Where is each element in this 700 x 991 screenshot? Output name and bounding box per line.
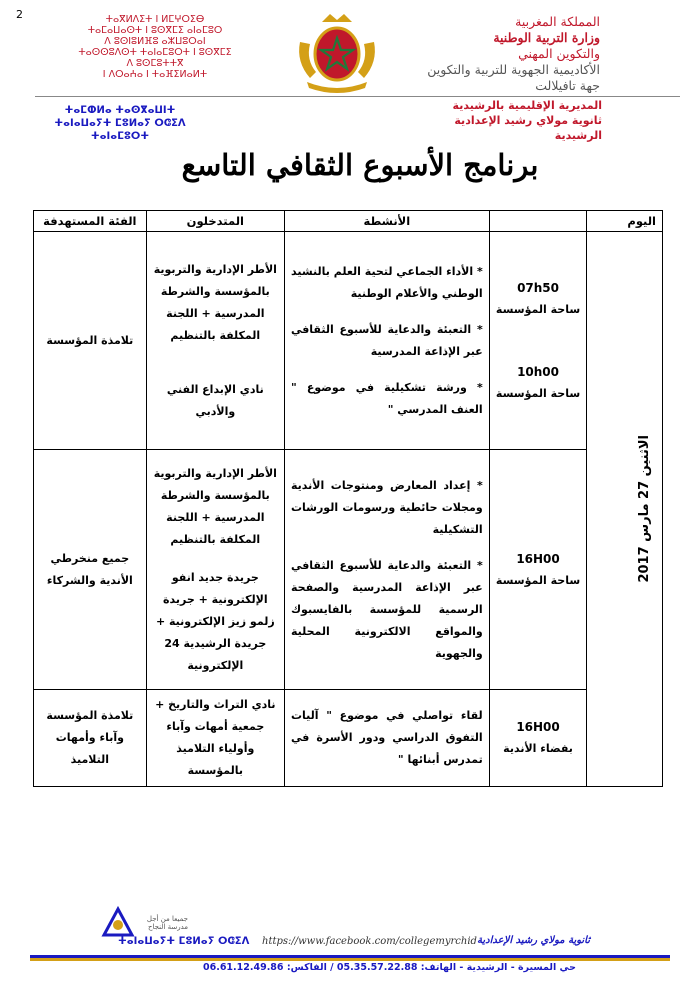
tifinagh-line: ⵜⴰⵙⵙⵓⴷⵙⵜ ⵜⴰⵏⴰⵎⵓⵔⵜ ⵏ ⵓⵙⴳⵎⵉ xyxy=(78,47,232,58)
program-table xyxy=(33,210,663,787)
activity-item: * ورشة تشكيلية في موضوع " العنف المدرسي " xyxy=(290,380,483,416)
day-label: الاثنين 27 مارس 2017 xyxy=(637,435,652,583)
time-value: 16H00 xyxy=(516,551,560,566)
logo-caption: جميعا من أجل مدرسة النجاح xyxy=(146,915,188,931)
activity-item: * إعداد المعارض ومنتوجات الأندية ومجلات حائطية ورسومات الورشات التشكيلية xyxy=(290,478,483,536)
header-tifinagh xyxy=(40,14,270,80)
target-cell: تلامذة المؤسسة وآباء وأمهات التلاميذ xyxy=(34,690,147,787)
page-title: برنامج الأسبوع الثقافي التاسع xyxy=(181,148,539,182)
time-value: 16H00 xyxy=(516,720,560,734)
target-cell: تلامذة المؤسسة xyxy=(34,232,147,450)
place-value: ساحة المؤسسة xyxy=(495,386,581,400)
city-name: الرشيدية xyxy=(554,129,602,142)
time-cell xyxy=(489,232,587,450)
header-activities: الأنشطة xyxy=(284,211,489,232)
school-info-arabic xyxy=(352,98,602,143)
tifinagh-line: ⴷ ⵓⵙⵎⵓⵜⵜⴳ xyxy=(126,58,184,69)
header-divider xyxy=(35,96,680,97)
participants-cell xyxy=(146,450,284,690)
tifinagh-line: ⵜⴰⵎⵀⵍⴰ ⵜⴰⵙⴳⴰⵡⵏⵜ xyxy=(64,105,176,116)
participant-item: نادي التراث والتاريخ + جمعية أمهات وآباء وأولياء التلاميذ بالمؤسسة xyxy=(155,698,276,777)
tifinagh-line: ⴷ ⵓⵙⵏⵓⵍⴼⵓ ⴰⵣⵡⵓⵔⴰⵏ xyxy=(104,36,206,47)
tifinagh-line: ⵜⴰⵎⴰⵡⴰⵙⵜ ⵏ ⵓⵙⴳⵎⵉ ⴰⵏⴰⵎⵓⵔ xyxy=(87,25,223,36)
tifinagh-line: ⵜⴰⵏⴰⵎⵓⵔⵜ xyxy=(90,131,150,142)
tifinagh-line: ⵜⴰⵏⴰⵡⴰⵢⵜ ⵎⵓⵍⴰⵢ ⵔⵛⵉⴷ xyxy=(54,118,186,129)
place-value: بفضاء الأندية xyxy=(503,742,573,755)
ministry-name: وزارة التربية الوطنية xyxy=(493,30,600,45)
table-row xyxy=(34,450,663,690)
footer-address: حي المسيرة - الرشيدية - الهاتف: 05.35.57.22.88 / الفاكس: 06.61.12.49.86 xyxy=(202,962,577,973)
page-number: 2 xyxy=(16,8,23,21)
tifinagh-line: ⵜⴰⴳⵍⴷⵉⵜ ⵏ ⵍⵎⵖⵔⵉⴱ xyxy=(105,14,205,25)
target-cell: جميع منخرطي الأندية والشركاء xyxy=(34,450,147,690)
participant-item: الأطر الإدارية والتربوية بالمؤسسة والشرطة المدرسية + اللجنة المكلفة بالتنظيم xyxy=(153,262,277,342)
region-name: جهة تافيلالت xyxy=(535,78,600,93)
kingdom-name: المملكة المغربية xyxy=(515,14,600,29)
header-day: اليوم xyxy=(587,211,663,232)
ministry-name-cont: والتكوين المهني xyxy=(518,46,600,61)
table-row xyxy=(34,690,663,787)
activity-item: * التعبئة والدعاية للأسبوع الثقافي عبر الإذاعة المدرسية xyxy=(290,322,483,358)
participants-cell xyxy=(146,232,284,450)
footer-divider xyxy=(30,955,670,961)
header-target: الفئة المستهدفة xyxy=(34,211,147,232)
participant-item: الأطر الإدارية والتربوية بالمؤسسة والشرطة المدرسية + اللجنة المكلفة بالتنظيم xyxy=(153,466,277,546)
place-value: ساحة المؤسسة xyxy=(495,302,581,316)
footer-school-name: ثانوية مولاي رشيد الإعدادية xyxy=(477,935,590,946)
header-arabic xyxy=(340,14,600,94)
academy-name: الأكاديمية الجهوية للتربية والتكوين xyxy=(427,62,600,77)
day-cell xyxy=(587,232,663,787)
participant-item: جريدة جديد انفو الإلكترونية + جريدة زلمو زيز الإلكترونية + جريدة الرشيدية 24 الإلكترونية xyxy=(155,570,275,672)
header-time-place xyxy=(489,211,587,232)
school-info-tifinagh xyxy=(40,104,200,143)
activities-cell xyxy=(284,450,489,690)
school-name: ثانوية مولاي رشيد الإعدادية xyxy=(454,114,602,127)
activity-item: * الأداء الجماعي لتحية العلم بالنشيد الوطني والأعلام الوطنية xyxy=(290,264,483,300)
table-row xyxy=(34,232,663,450)
facebook-link[interactable]: https://www.facebook.com/collegemyrchid xyxy=(262,936,477,947)
time-value: 10h00 xyxy=(517,364,560,379)
activity-item: لقاء تواصلي في موضوع " آليات التفوق الدراسي ودور الأسرة في تمدرس أبنائها " xyxy=(290,709,483,766)
activities-cell xyxy=(284,690,489,787)
time-cell xyxy=(489,450,587,690)
participant-item: نادي الإبداع الفني والأدبي xyxy=(166,382,264,418)
header-participants: المتدخلون xyxy=(146,211,284,232)
directorate-name: المديرية الإقليمية بالرشيدية xyxy=(452,99,602,112)
tifinagh-line: ⵏ ⴷⵔⴰⵄⴰ ⵏ ⵜⴰⴼⵉⵍⴰⵍⵜ xyxy=(102,69,208,80)
place-value: ساحة المؤسسة xyxy=(495,573,581,587)
table-header-row xyxy=(34,211,663,232)
participants-cell xyxy=(146,690,284,787)
activity-item: * التعبئة والدعاية للأسبوع الثقافي عبر الإذاعة المدرسية والصفحة الرسمية للمؤسسة بالفايسبوك والمواقع الالكترونية المحلية والجهوية xyxy=(290,558,483,660)
time-cell xyxy=(489,690,587,787)
time-value: 07h50 xyxy=(517,280,560,295)
activities-cell xyxy=(284,232,489,450)
footer-tifinagh: ⵜⴰⵏⴰⵡⴰⵢⵜ ⵎⵓⵍⴰⵢ ⵔⵛⵉⴷ xyxy=(118,936,250,947)
